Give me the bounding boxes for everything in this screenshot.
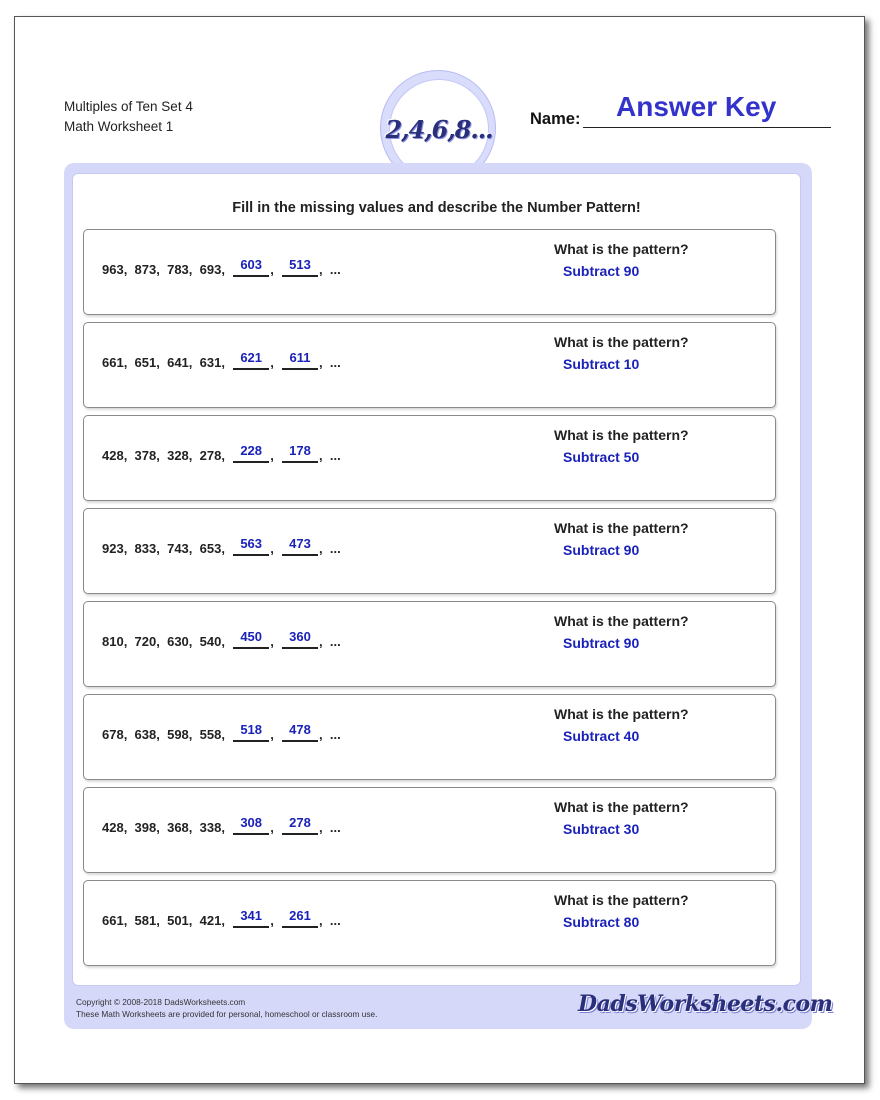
answer-blank[interactable]: 518 xyxy=(233,722,269,742)
separator: , xyxy=(156,913,168,928)
given-number: 328 xyxy=(167,448,189,463)
separator: , xyxy=(188,355,200,370)
given-number: 923 xyxy=(102,541,124,556)
number-sequence xyxy=(102,629,341,649)
separator: , xyxy=(221,262,233,277)
given-number: 338 xyxy=(199,820,222,835)
separator: , xyxy=(123,820,135,835)
worksheet-title xyxy=(64,97,193,137)
usage-note: These Math Worksheets are provided for personal, homeschool or classroom use. xyxy=(76,1009,378,1019)
pattern-answer[interactable]: Subtract 40 xyxy=(563,728,640,744)
separator: , xyxy=(319,634,330,649)
name-line xyxy=(583,127,831,128)
answer-blank[interactable]: 513 xyxy=(282,257,318,277)
ellipsis: ... xyxy=(329,820,341,835)
pattern-answer[interactable]: Subtract 90 xyxy=(563,263,640,279)
separator: , xyxy=(319,355,330,370)
number-sequence xyxy=(102,722,341,742)
site-logo: DadsWorksheets.com xyxy=(578,991,833,1017)
given-number: 873 xyxy=(134,262,157,277)
pattern-question: What is the pattern? xyxy=(554,334,689,350)
instructions: Fill in the missing values and describe the Number Pattern! xyxy=(232,200,641,216)
answer-blank[interactable]: 308 xyxy=(233,815,269,835)
number-sequence xyxy=(102,443,341,463)
name-row xyxy=(530,88,832,130)
ellipsis: ... xyxy=(329,541,341,556)
problem-row xyxy=(83,787,776,873)
separator: , xyxy=(156,448,168,463)
ellipsis: ... xyxy=(329,448,341,463)
ellipsis: ... xyxy=(329,262,341,277)
problem-row xyxy=(83,415,776,501)
given-number: 581 xyxy=(134,913,157,928)
separator: , xyxy=(270,448,282,463)
separator: , xyxy=(188,634,200,649)
pattern-answer[interactable]: Subtract 80 xyxy=(563,914,640,930)
separator: , xyxy=(188,913,200,928)
given-number: 378 xyxy=(134,448,157,463)
answer-blank[interactable]: 621 xyxy=(233,350,269,370)
given-number: 501 xyxy=(167,913,189,928)
given-number: 558 xyxy=(199,727,222,742)
pattern-question: What is the pattern? xyxy=(554,706,689,722)
given-number: 661 xyxy=(102,913,124,928)
separator: , xyxy=(319,913,330,928)
problem-row xyxy=(83,322,776,408)
separator: , xyxy=(270,727,282,742)
pattern-answer[interactable]: Subtract 90 xyxy=(563,542,640,558)
separator: , xyxy=(123,634,135,649)
given-number: 783 xyxy=(167,262,189,277)
given-number: 638 xyxy=(134,727,157,742)
answer-blank[interactable]: 228 xyxy=(233,443,269,463)
pattern-question: What is the pattern? xyxy=(554,799,689,815)
given-number: 428 xyxy=(102,820,124,835)
given-number: 661 xyxy=(102,355,124,370)
separator: , xyxy=(156,727,168,742)
problem-row xyxy=(83,601,776,687)
given-number: 398 xyxy=(134,820,157,835)
separator: , xyxy=(156,262,168,277)
separator: , xyxy=(270,355,282,370)
answer-blank[interactable]: 178 xyxy=(282,443,318,463)
separator: , xyxy=(156,820,168,835)
answer-blank[interactable]: 478 xyxy=(282,722,318,742)
given-number: 428 xyxy=(102,448,124,463)
separator: , xyxy=(123,727,135,742)
number-sequence xyxy=(102,815,341,835)
answer-blank[interactable]: 278 xyxy=(282,815,318,835)
answer-key-label: Answer Key xyxy=(616,91,777,122)
separator: , xyxy=(221,727,233,742)
separator: , xyxy=(270,541,282,556)
separator: , xyxy=(319,727,330,742)
given-number: 641 xyxy=(167,355,189,370)
separator: , xyxy=(270,634,282,649)
given-number: 833 xyxy=(134,541,157,556)
separator: , xyxy=(319,820,330,835)
separator: , xyxy=(319,448,330,463)
separator: , xyxy=(123,448,135,463)
answer-blank[interactable]: 341 xyxy=(233,908,269,928)
separator: , xyxy=(123,355,135,370)
pattern-question: What is the pattern? xyxy=(554,892,689,908)
separator: , xyxy=(123,541,135,556)
separator: , xyxy=(221,820,233,835)
answer-blank[interactable]: 473 xyxy=(282,536,318,556)
pattern-question: What is the pattern? xyxy=(554,427,689,443)
answer-blank[interactable]: 611 xyxy=(282,350,318,370)
number-sequence xyxy=(102,536,341,556)
separator: , xyxy=(270,262,282,277)
separator: , xyxy=(156,355,168,370)
separator: , xyxy=(156,634,168,649)
separator: , xyxy=(319,541,330,556)
worksheet-frame xyxy=(64,163,833,1029)
given-number: 631 xyxy=(199,355,222,370)
given-number: 598 xyxy=(167,727,189,742)
given-number: 630 xyxy=(167,634,189,649)
given-number: 278 xyxy=(199,448,222,463)
given-number: 810 xyxy=(102,634,124,649)
separator: , xyxy=(221,541,233,556)
problem-row xyxy=(83,508,776,594)
separator: , xyxy=(221,913,233,928)
ellipsis: ... xyxy=(329,355,341,370)
separator: , xyxy=(270,913,282,928)
number-sequence xyxy=(102,257,341,277)
separator: , xyxy=(221,634,233,649)
pattern-answer[interactable]: Subtract 10 xyxy=(563,356,640,372)
given-number: 743 xyxy=(167,541,189,556)
given-number: 720 xyxy=(134,634,157,649)
pattern-question: What is the pattern? xyxy=(554,241,689,257)
name-label: Name: xyxy=(530,110,581,128)
pattern-answer[interactable]: Subtract 90 xyxy=(563,635,640,651)
separator: , xyxy=(221,448,233,463)
separator: , xyxy=(123,913,135,928)
given-number: 963 xyxy=(102,262,124,277)
pattern-answer[interactable]: Subtract 50 xyxy=(563,449,640,465)
separator: , xyxy=(188,727,200,742)
copyright-text: Copyright © 2008-2018 DadsWorksheets.com xyxy=(76,997,246,1007)
separator: , xyxy=(221,355,233,370)
number-sequence xyxy=(102,908,341,928)
answer-blank[interactable]: 360 xyxy=(282,629,318,649)
ellipsis: ... xyxy=(329,727,341,742)
given-number: 693 xyxy=(199,262,222,277)
number-sequence xyxy=(102,350,341,370)
pattern-question: What is the pattern? xyxy=(554,613,689,629)
separator: , xyxy=(188,541,200,556)
separator: , xyxy=(188,820,200,835)
separator: , xyxy=(156,541,168,556)
problem-row xyxy=(83,229,776,315)
given-number: 540 xyxy=(199,634,222,649)
answer-blank[interactable]: 603 xyxy=(233,257,269,277)
badge-text: 2,4,6,8... xyxy=(385,114,493,144)
given-number: 421 xyxy=(199,913,222,928)
pattern-question: What is the pattern? xyxy=(554,520,689,536)
separator: , xyxy=(319,262,330,277)
title-line-1: Multiples of Ten Set 4 xyxy=(64,99,193,114)
separator: , xyxy=(270,820,282,835)
ellipsis: ... xyxy=(329,913,341,928)
separator: , xyxy=(123,262,135,277)
separator: , xyxy=(188,448,200,463)
answer-blank[interactable]: 261 xyxy=(282,908,318,928)
footer-text xyxy=(76,996,377,1020)
worksheet-content xyxy=(72,173,801,986)
pattern-answer[interactable]: Subtract 30 xyxy=(563,821,640,837)
given-number: 651 xyxy=(134,355,157,370)
ellipsis: ... xyxy=(329,634,341,649)
separator: , xyxy=(188,262,200,277)
given-number: 653 xyxy=(199,541,222,556)
title-line-2: Math Worksheet 1 xyxy=(64,119,174,134)
given-number: 368 xyxy=(167,820,189,835)
answer-blank[interactable]: 450 xyxy=(233,629,269,649)
given-number: 678 xyxy=(102,727,124,742)
answer-blank[interactable]: 563 xyxy=(233,536,269,556)
problem-row xyxy=(83,880,776,966)
problem-row xyxy=(83,694,776,780)
